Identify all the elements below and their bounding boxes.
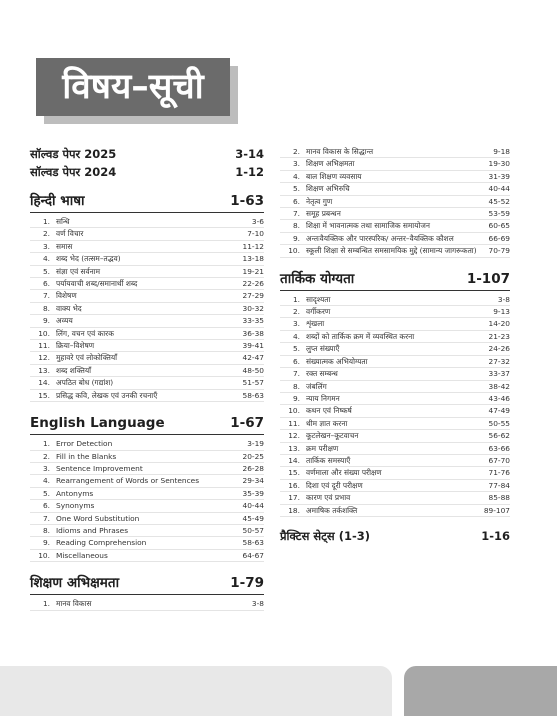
section-heading[interactable] (30, 146, 264, 162)
toc-entry[interactable] (30, 488, 264, 500)
toc-section (280, 269, 510, 517)
toc-entry[interactable] (30, 390, 264, 402)
entry-title: वर्ण विचार (56, 229, 84, 239)
entry-pages: 39-41 (242, 341, 264, 351)
section-heading[interactable] (280, 269, 510, 289)
entry-pages: 3-19 (247, 439, 264, 449)
entry-pages: 35-39 (242, 488, 264, 498)
toc-entry[interactable] (30, 352, 264, 364)
footer-band-left (0, 666, 392, 716)
section-pages: 1-107 (466, 270, 510, 287)
toc-entry[interactable] (30, 290, 264, 302)
toc-entry[interactable] (30, 303, 264, 315)
entry-number: 17. (288, 493, 300, 503)
toc-entry[interactable] (280, 430, 510, 442)
entry-title: Sentence Improvement (56, 463, 143, 473)
entry-number: 18. (288, 505, 300, 515)
toc-entry[interactable] (30, 525, 264, 537)
section-divider (30, 434, 264, 435)
entry-pages: 60-65 (488, 221, 510, 231)
section-pages: 3-14 (235, 147, 264, 161)
entry-title: क्रम परीक्षण (306, 443, 339, 453)
entry-pages: 40-44 (488, 184, 510, 194)
entry-number: 4. (292, 171, 300, 181)
entry-title: बाल शिक्षण व्यवसाय (306, 171, 362, 181)
entry-number: 13. (288, 443, 300, 453)
toc-entry[interactable] (280, 245, 510, 257)
toc-entry[interactable] (280, 294, 510, 306)
section-title: शिक्षण अभिक्षमता (30, 575, 120, 592)
entry-pages: 47-49 (488, 406, 510, 416)
entry-pages: 7-10 (247, 229, 264, 239)
entry-title: शिक्षा में भावनात्मक तथा सामाजिक समायोजन (306, 221, 431, 231)
section-heading[interactable] (30, 164, 264, 180)
entry-title: अन्तःवैयक्तिक और पारस्परिक/ अन्तर–वैयक्तिक कौशल (306, 233, 454, 243)
entry-title: क्रिया–विशेषण (56, 341, 95, 351)
entry-number: 6. (292, 356, 300, 366)
toc-entry[interactable] (30, 328, 264, 340)
entry-title: Error Detection (56, 439, 113, 449)
entry-pages: 14-20 (488, 319, 510, 329)
toc-entry[interactable] (280, 455, 510, 467)
toc-entry[interactable] (30, 438, 264, 450)
toc-entry[interactable] (30, 500, 264, 512)
section-heading[interactable] (30, 191, 264, 211)
toc-entry[interactable] (30, 241, 264, 253)
entry-pages: 56-62 (488, 431, 510, 441)
entry-title: तार्किक समस्याएँ (306, 455, 351, 465)
entry-number: 1. (42, 217, 50, 226)
entry-title: अव्यय (56, 316, 73, 326)
toc-entry[interactable] (280, 418, 510, 430)
section-title: English Language (30, 415, 165, 432)
entry-number: 14. (288, 455, 300, 465)
toc-entry[interactable] (30, 340, 264, 352)
entry-pages: 85-88 (488, 493, 510, 503)
entry-pages: 40-44 (242, 501, 264, 511)
entry-number: 13. (38, 365, 50, 375)
entry-pages: 3-6 (251, 217, 264, 226)
toc-entry[interactable] (280, 196, 510, 208)
entry-number: 3. (292, 159, 300, 169)
entry-pages: 27-29 (242, 291, 264, 301)
entry-pages: 22-26 (242, 279, 264, 289)
entry-pages: 71-76 (488, 468, 510, 478)
entry-pages: 53-59 (488, 209, 510, 219)
toc-entry[interactable] (280, 492, 510, 504)
entry-title: शब्द भेद (तत्सम–तद्भव) (56, 254, 121, 264)
toc-entry[interactable] (280, 158, 510, 170)
toc-entry[interactable] (280, 368, 510, 380)
entry-number: 9. (42, 538, 50, 548)
section-title: तार्किक योग्यता (280, 270, 355, 287)
entry-number: 15. (38, 390, 50, 400)
entry-pages: 89-107 (483, 505, 510, 515)
entry-pages: 66-69 (488, 233, 510, 243)
entry-title: शब्द शक्तियाँ (56, 365, 92, 375)
toc-entry[interactable] (30, 550, 264, 562)
entry-title: दिशा एवं दूरी परीक्षण (306, 480, 363, 490)
entry-title: Rearrangement of Words or Sentences (56, 476, 200, 486)
entry-title: नेतृत्व गुण (306, 196, 333, 206)
entry-pages: 77-84 (488, 480, 510, 490)
toc-section (30, 164, 264, 180)
entry-number: 5. (292, 184, 300, 194)
section-title: प्रैक्टिस सेट्स (1-3) (280, 528, 370, 543)
entry-number: 5. (42, 266, 50, 276)
section-divider (30, 594, 264, 595)
toc-entry[interactable] (280, 467, 510, 479)
toc-section (30, 146, 264, 162)
entry-title: समास (56, 241, 73, 251)
entry-title: शृंखला (306, 319, 325, 329)
entry-number: 7. (42, 513, 50, 523)
entry-number: 7. (292, 369, 300, 379)
toc-entry[interactable] (280, 480, 510, 492)
entry-title: कूटलेखन–कूटवाचन (306, 431, 359, 441)
section-heading[interactable] (30, 413, 264, 433)
toc-entry[interactable] (280, 331, 510, 343)
toc-entry[interactable] (280, 356, 510, 368)
entry-number: 6. (42, 501, 50, 511)
toc-entry[interactable] (30, 216, 264, 228)
section-heading[interactable] (280, 528, 510, 544)
section-title: सॉल्वड पेपर 2024 (30, 165, 117, 179)
entry-title: Fill in the Blanks (56, 451, 117, 461)
entry-title: कारण एवं प्रभाव (306, 493, 351, 503)
entry-title: विशेषण (56, 291, 77, 301)
entry-title: लिंग, वचन एवं कारक (56, 328, 114, 338)
entry-pages: 64-67 (242, 550, 264, 560)
entry-title: Antonyms (56, 488, 94, 498)
entry-pages: 24-26 (488, 344, 510, 354)
entry-number: 8. (292, 221, 300, 231)
entry-pages: 21-23 (488, 331, 510, 341)
entry-title: One Word Substitution (56, 513, 140, 523)
entry-number: 2. (42, 229, 50, 239)
entry-number: 15. (288, 468, 300, 478)
entry-title: संज्ञा एवं सर्वनाम (56, 266, 101, 276)
section-title: सॉल्वड पेपर 2025 (30, 147, 117, 161)
toc-entry[interactable] (280, 381, 510, 393)
toc-entry[interactable] (280, 146, 510, 158)
section-heading[interactable] (30, 573, 264, 593)
entry-number: 1. (42, 439, 50, 449)
entry-number: 9. (292, 233, 300, 243)
entry-title: संख्यात्मक अभियोग्यता (306, 356, 368, 366)
entry-pages: 50-57 (242, 525, 264, 535)
entry-number: 6. (292, 196, 300, 206)
toc-entry[interactable] (30, 266, 264, 278)
entry-title: वर्गीकरण (306, 307, 331, 317)
entry-title: लुप्त संख्याएँ (306, 344, 340, 354)
entry-pages: 26-28 (242, 463, 264, 473)
entry-pages: 3-8 (251, 599, 264, 609)
toc-entry[interactable] (280, 306, 510, 318)
entry-number: 2. (292, 307, 300, 317)
entry-pages: 27-32 (488, 356, 510, 366)
toc-entry[interactable] (30, 537, 264, 549)
entry-title: Reading Comprehension (56, 538, 147, 548)
entry-pages: 19-30 (488, 159, 510, 169)
entry-pages: 42-47 (242, 353, 264, 363)
entry-title: कथन एवं निष्कर्ष (306, 406, 352, 416)
entry-number: 10. (38, 328, 50, 338)
entry-title: वाक्य भेद (56, 303, 82, 313)
toc-entry[interactable] (30, 377, 264, 389)
entry-title: शिक्षण अभिक्षमता (306, 159, 355, 169)
toc-entry[interactable] (280, 233, 510, 245)
toc-entry[interactable] (30, 451, 264, 463)
section-pages: 1-16 (481, 528, 510, 543)
entry-number: 1. (292, 294, 300, 304)
entry-pages: 51-57 (242, 378, 264, 388)
entry-pages: 9-18 (493, 147, 510, 156)
entry-title: जंबलिंग (306, 381, 327, 391)
toc-entry[interactable] (280, 208, 510, 220)
section-pages: 1-67 (230, 415, 264, 432)
entry-number: 6. (42, 279, 50, 289)
section-title: हिन्दी भाषा (30, 193, 85, 209)
toc-entry[interactable] (30, 513, 264, 525)
section-pages: 1-79 (230, 575, 264, 592)
entry-title: थीम ज्ञात करना (306, 418, 348, 428)
entry-pages: 58-63 (242, 538, 264, 548)
entry-pages: 31-39 (488, 171, 510, 181)
toc-right-column (280, 146, 510, 555)
entry-pages: 11-12 (242, 241, 264, 251)
entry-number: 12. (288, 431, 300, 441)
entry-title: Miscellaneous (56, 550, 108, 560)
entry-title: सादृश्यता (306, 294, 331, 304)
entry-number: 12. (38, 353, 50, 363)
entry-pages: 45-52 (488, 196, 510, 206)
section-pages: 1-63 (230, 193, 264, 209)
entry-pages: 50-55 (488, 418, 510, 428)
toc-entry[interactable] (280, 443, 510, 455)
entry-pages: 33-35 (242, 316, 264, 326)
section-divider (30, 212, 264, 213)
entry-pages: 30-32 (242, 303, 264, 313)
entry-number: 3. (292, 319, 300, 329)
entry-title: Idioms and Phrases (56, 525, 129, 535)
entry-number: 7. (42, 291, 50, 301)
entry-pages: 48-50 (242, 365, 264, 375)
toc-entry[interactable] (30, 463, 264, 475)
entry-number: 4. (42, 476, 50, 486)
entry-title: सन्धि (56, 217, 70, 226)
entry-number: 4. (292, 331, 300, 341)
toc-section (280, 528, 510, 544)
entry-pages: 33-37 (488, 369, 510, 379)
toc-entry[interactable] (30, 365, 264, 377)
entry-title: शिक्षण अभिरुचि (306, 184, 350, 194)
toc-section (30, 413, 264, 562)
entry-pages: 20-25 (242, 451, 264, 461)
entry-number: 11. (288, 418, 300, 428)
entry-number: 4. (42, 254, 50, 264)
page-title: विषय–सूची (36, 58, 230, 116)
entry-title: मानव विकास (56, 599, 92, 609)
entry-pages: 43-46 (488, 393, 510, 403)
entry-title: अमाषिक तर्कशक्ति (306, 505, 358, 515)
toc-entry[interactable] (30, 228, 264, 240)
entry-pages: 67-70 (488, 455, 510, 465)
entry-pages: 45-49 (242, 513, 264, 523)
toc-entry[interactable] (30, 253, 264, 265)
entry-number: 8. (42, 303, 50, 313)
entry-number: 1. (42, 599, 50, 609)
entry-number: 2. (292, 147, 300, 156)
entry-pages: 36-38 (242, 328, 264, 338)
toc-entry[interactable] (280, 183, 510, 195)
entry-number: 8. (292, 381, 300, 391)
toc-entry[interactable] (280, 405, 510, 417)
toc-entry[interactable] (30, 278, 264, 290)
toc-entry[interactable] (30, 315, 264, 327)
entry-number: 10. (288, 406, 300, 416)
entry-pages: 63-66 (488, 443, 510, 453)
entry-title: मुहावरे एवं लोकोक्तियाँ (56, 353, 118, 363)
section-divider (280, 290, 510, 291)
entry-number: 8. (42, 525, 50, 535)
entry-number: 10. (288, 246, 300, 256)
entry-number: 3. (42, 463, 50, 473)
toc-section (30, 191, 264, 402)
entry-pages: 29-34 (242, 476, 264, 486)
entry-title: अपठित बोध (गद्यांश) (56, 378, 114, 388)
toc-entry[interactable] (280, 220, 510, 232)
entry-number: 16. (288, 480, 300, 490)
entry-number: 14. (38, 378, 50, 388)
entry-pages: 58-63 (242, 390, 264, 400)
entry-title: समूह प्रबन्धन (306, 209, 341, 219)
toc-entry[interactable] (280, 343, 510, 355)
entry-number: 11. (38, 341, 50, 351)
toc-entry[interactable] (30, 598, 264, 610)
entry-number: 2. (42, 451, 50, 461)
entry-title: रक्त सम्बन्ध (306, 369, 338, 379)
toc-entry[interactable] (30, 475, 264, 487)
toc-entry[interactable] (280, 505, 510, 517)
entry-pages: 38-42 (488, 381, 510, 391)
entry-number: 5. (42, 488, 50, 498)
toc-section (30, 573, 264, 610)
entry-pages: 3-8 (497, 294, 510, 304)
entry-title: वर्णमाला और संख्या परीक्षण (306, 468, 382, 478)
toc-section (280, 146, 510, 258)
entry-title: स्कूली शिक्षा से सम्बन्धित समसामयिक मुद्दे (सामान्य जागरूकता) (306, 246, 477, 256)
entry-title: शब्दों को तार्किक क्रम में व्यवस्थित करना (306, 331, 415, 341)
toc-entry[interactable] (280, 393, 510, 405)
entry-title: न्याय निगमन (306, 393, 340, 403)
entry-pages: 70-79 (488, 246, 510, 256)
section-pages: 1-12 (235, 165, 264, 179)
entry-pages: 19-21 (242, 266, 264, 276)
toc-entry[interactable] (280, 318, 510, 330)
entry-title: पर्यायवाची शब्द/समानार्थी शब्द (56, 279, 138, 289)
footer-band-right (404, 666, 557, 716)
entry-title: प्रसिद्ध कवि, लेखक एवं उनकी रचनाएँ (56, 390, 158, 400)
entry-title: मानव विकास के सिद्धान्त (306, 147, 374, 156)
entry-pages: 13-18 (242, 254, 264, 264)
entry-number: 9. (292, 393, 300, 403)
toc-entry[interactable] (280, 171, 510, 183)
entry-number: 9. (42, 316, 50, 326)
entry-pages: 9-13 (493, 307, 510, 317)
toc-left-column (30, 146, 264, 622)
entry-number: 5. (292, 344, 300, 354)
entry-title: Synonyms (56, 501, 95, 511)
entry-number: 10. (38, 550, 50, 560)
entry-number: 3. (42, 241, 50, 251)
entry-number: 7. (292, 209, 300, 219)
